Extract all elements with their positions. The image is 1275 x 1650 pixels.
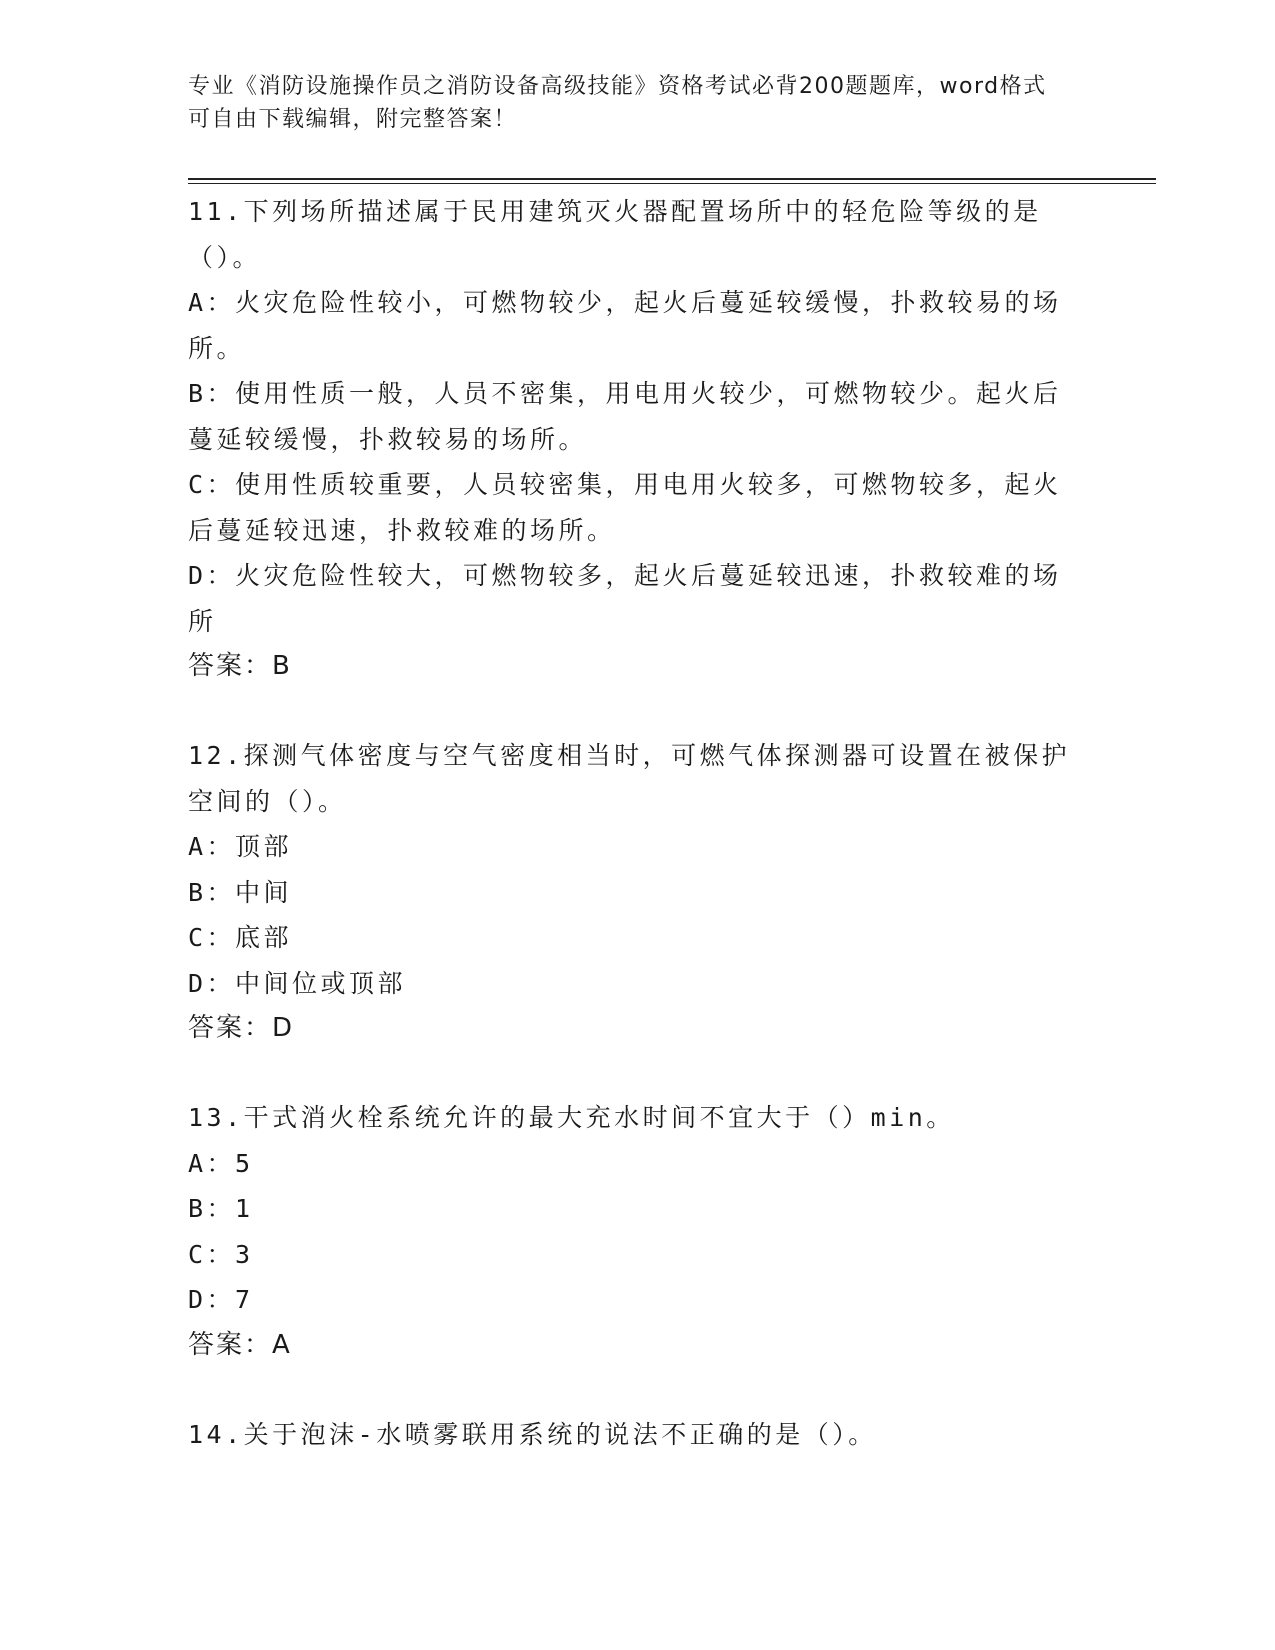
- header-text: 专业《消防设施操作员之消防设备高级技能》资格考试必背200题题库，word格式可自由下载编辑，附完整答案！: [188, 74, 1047, 132]
- question-text: 12.探测气体密度与空气密度相当时，可燃气体探测器可设置在被保护空间的（）。: [188, 741, 1071, 816]
- question-spacer: [188, 1051, 1078, 1095]
- option-a: A：顶部: [188, 832, 293, 861]
- option-c: C：使用性质较重要，人员较密集，用电用火较多，可燃物较多，起火后蔓延较迅速，扑救较难的场所。: [188, 470, 1062, 545]
- question-12: [188, 733, 1078, 1051]
- question-text: 13.干式消火栓系统允许的最大充水时间不宜大于（）min。: [188, 1103, 955, 1132]
- question-11: [188, 189, 1078, 689]
- question-13: [188, 1095, 1078, 1368]
- option-d: D：7: [188, 1285, 254, 1314]
- option-d: D：火灾危险性较大，可燃物较多，起火后蔓延较迅速，扑救较难的场所: [188, 561, 1062, 636]
- option-c: C：底部: [188, 923, 293, 952]
- question-list: [188, 189, 1078, 1457]
- option-c: C：3: [188, 1239, 254, 1269]
- divider-thick-line: [188, 178, 1156, 180]
- question-text: 11.下列场所描述属于民用建筑灭火器配置场所中的轻危险等级的是（）。: [188, 197, 1042, 272]
- question-spacer: [188, 689, 1078, 733]
- divider-thin-line: [188, 183, 1156, 184]
- answer: 答案：B: [188, 651, 292, 681]
- answer: 答案：D: [188, 1013, 295, 1043]
- option-b: B：1: [188, 1194, 254, 1223]
- option-a: A：火灾危险性较小，可燃物较少，起火后蔓延较缓慢，扑救较易的场所。: [188, 288, 1062, 363]
- option-d: D：中间位或顶部: [188, 968, 407, 998]
- option-b: B：使用性质一般，人员不密集，用电用火较少，可燃物较少。起火后蔓延较缓慢，扑救较易的场所。: [188, 379, 1062, 454]
- document-header: [188, 70, 1068, 136]
- option-a: A：5: [188, 1148, 254, 1178]
- question-14: [188, 1412, 1078, 1458]
- question-text: 14.关于泡沫-水喷雾联用系统的说法不正确的是（）。: [188, 1419, 877, 1449]
- option-b: B：中间: [188, 877, 293, 907]
- header-divider: [188, 178, 1156, 184]
- answer: 答案：A: [188, 1329, 292, 1360]
- question-spacer: [188, 1368, 1078, 1412]
